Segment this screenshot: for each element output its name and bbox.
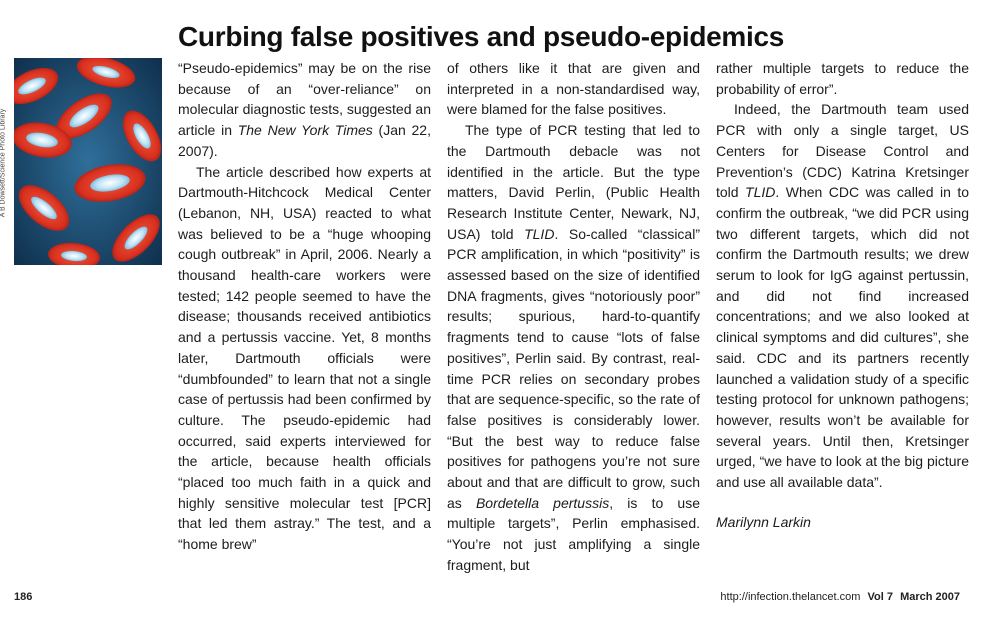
species-name: Bordetella pertussis <box>475 494 610 511</box>
journal-date: March 2007 <box>900 591 960 603</box>
text-run: The type of PCR testing that led to the Dartmouth debacle was not identified in the article. But the type matters, David Perlin, (Public Health Research Institute Center, Newark, NJ, USA) told <box>447 122 700 242</box>
text-column-1 <box>178 58 431 555</box>
paragraph <box>716 99 969 492</box>
paragraph <box>447 120 700 575</box>
paragraph: rather multiple targets to reduce the probability of error”. <box>716 60 969 97</box>
article-title: Curbing false positives and pseudo-epidemics <box>178 20 785 52</box>
micrograph-illustration <box>14 58 162 265</box>
paragraph: The article described how experts at Dartmouth-Hitchcock Medical Center (Lebanon, NH, USA) reacted to what was believed to be a “huge whooping cough outbreak” in April, 2006. Nearly a thousand health-care workers were tested; 142 people seemed to have the disease; thousands received antibiotics and a pertussis vaccine. Yet, 8 months later, Dartmouth officials were “dumbfounded” to learn that not a single case of pertussis had been confirmed by culture. The pseudo-epidemic had occurred, said experts interviewed for the article, because health officials “placed too much faith in a quick and highly sensitive molecular test [PCR] that led them astray.” The test, and a “home brew” <box>178 163 431 553</box>
text-run: “Pseudo-epidemics” may be on the rise because of an “over-reliance” on molecular diagnostic tests, suggested an article in <box>178 60 431 139</box>
photo-credit-text: A B Dowsett/Science Photo Library <box>0 108 7 218</box>
publication-name: The New York Times <box>237 122 373 139</box>
photo-credit <box>0 60 10 266</box>
journal-footer <box>720 591 960 603</box>
paragraph: of others like it that are given and interpreted in a non-standardised way, were blamed for the false positives. <box>447 60 700 118</box>
text-run: (Jan 22, 2007). <box>178 122 431 159</box>
bacteria-micrograph <box>14 58 162 265</box>
text-run: . So-called “classical” PCR amplification, in which “positivity” is assessed based on the size of identified DNA fragments, gives “notoriously poor” results; spurious, hard-to-quantify fragments tend to cause “lots of false positives”, Perlin said. By contrast, real-time PCR relies on secondary probes that are sequence-specific, so the rate of false positives is considerably lower. “But the best way to reduce false positives for pathogens you’re not sure about and that are difficult to grow, such as <box>447 225 700 511</box>
journal-volume: Vol 7 <box>867 591 893 603</box>
journal-url[interactable]: http://infection.thelancet.com <box>720 591 861 603</box>
text-run: Indeed, the Dartmouth team used PCR with only a single target, US Centers for Disease Control and Prevention’s (CDC) Katrina Kretsinger told <box>716 101 969 201</box>
text-column-3 <box>716 58 969 532</box>
journal-abbrev: TLID <box>524 225 555 242</box>
text-column-2 <box>447 58 700 576</box>
text-run: , is to use multiple targets”, Perlin emphasised. “You’re not just amplifying a single fragment, but <box>447 494 700 573</box>
journal-abbrev: TLID <box>745 184 776 201</box>
author-byline: Marilynn Larkin <box>716 513 811 530</box>
paragraph <box>178 58 431 162</box>
page-number: 186 <box>14 591 33 603</box>
text-run: . When CDC was called in to confirm the outbreak, “we did PCR using two different targets, which did not confirm the Dartmouth results; we drew serum to look for IgG against pertussin, and did not find increased concentrations; and we also looked at clinical symptoms and did cultures”, she said. CDC and its partners recently launched a validation study of a specific testing protocol for unknown pathogens; however, results won’t be available for several years. Until then, Kretsinger urged, “we have to look at the big picture and use all available data”. <box>716 184 969 491</box>
